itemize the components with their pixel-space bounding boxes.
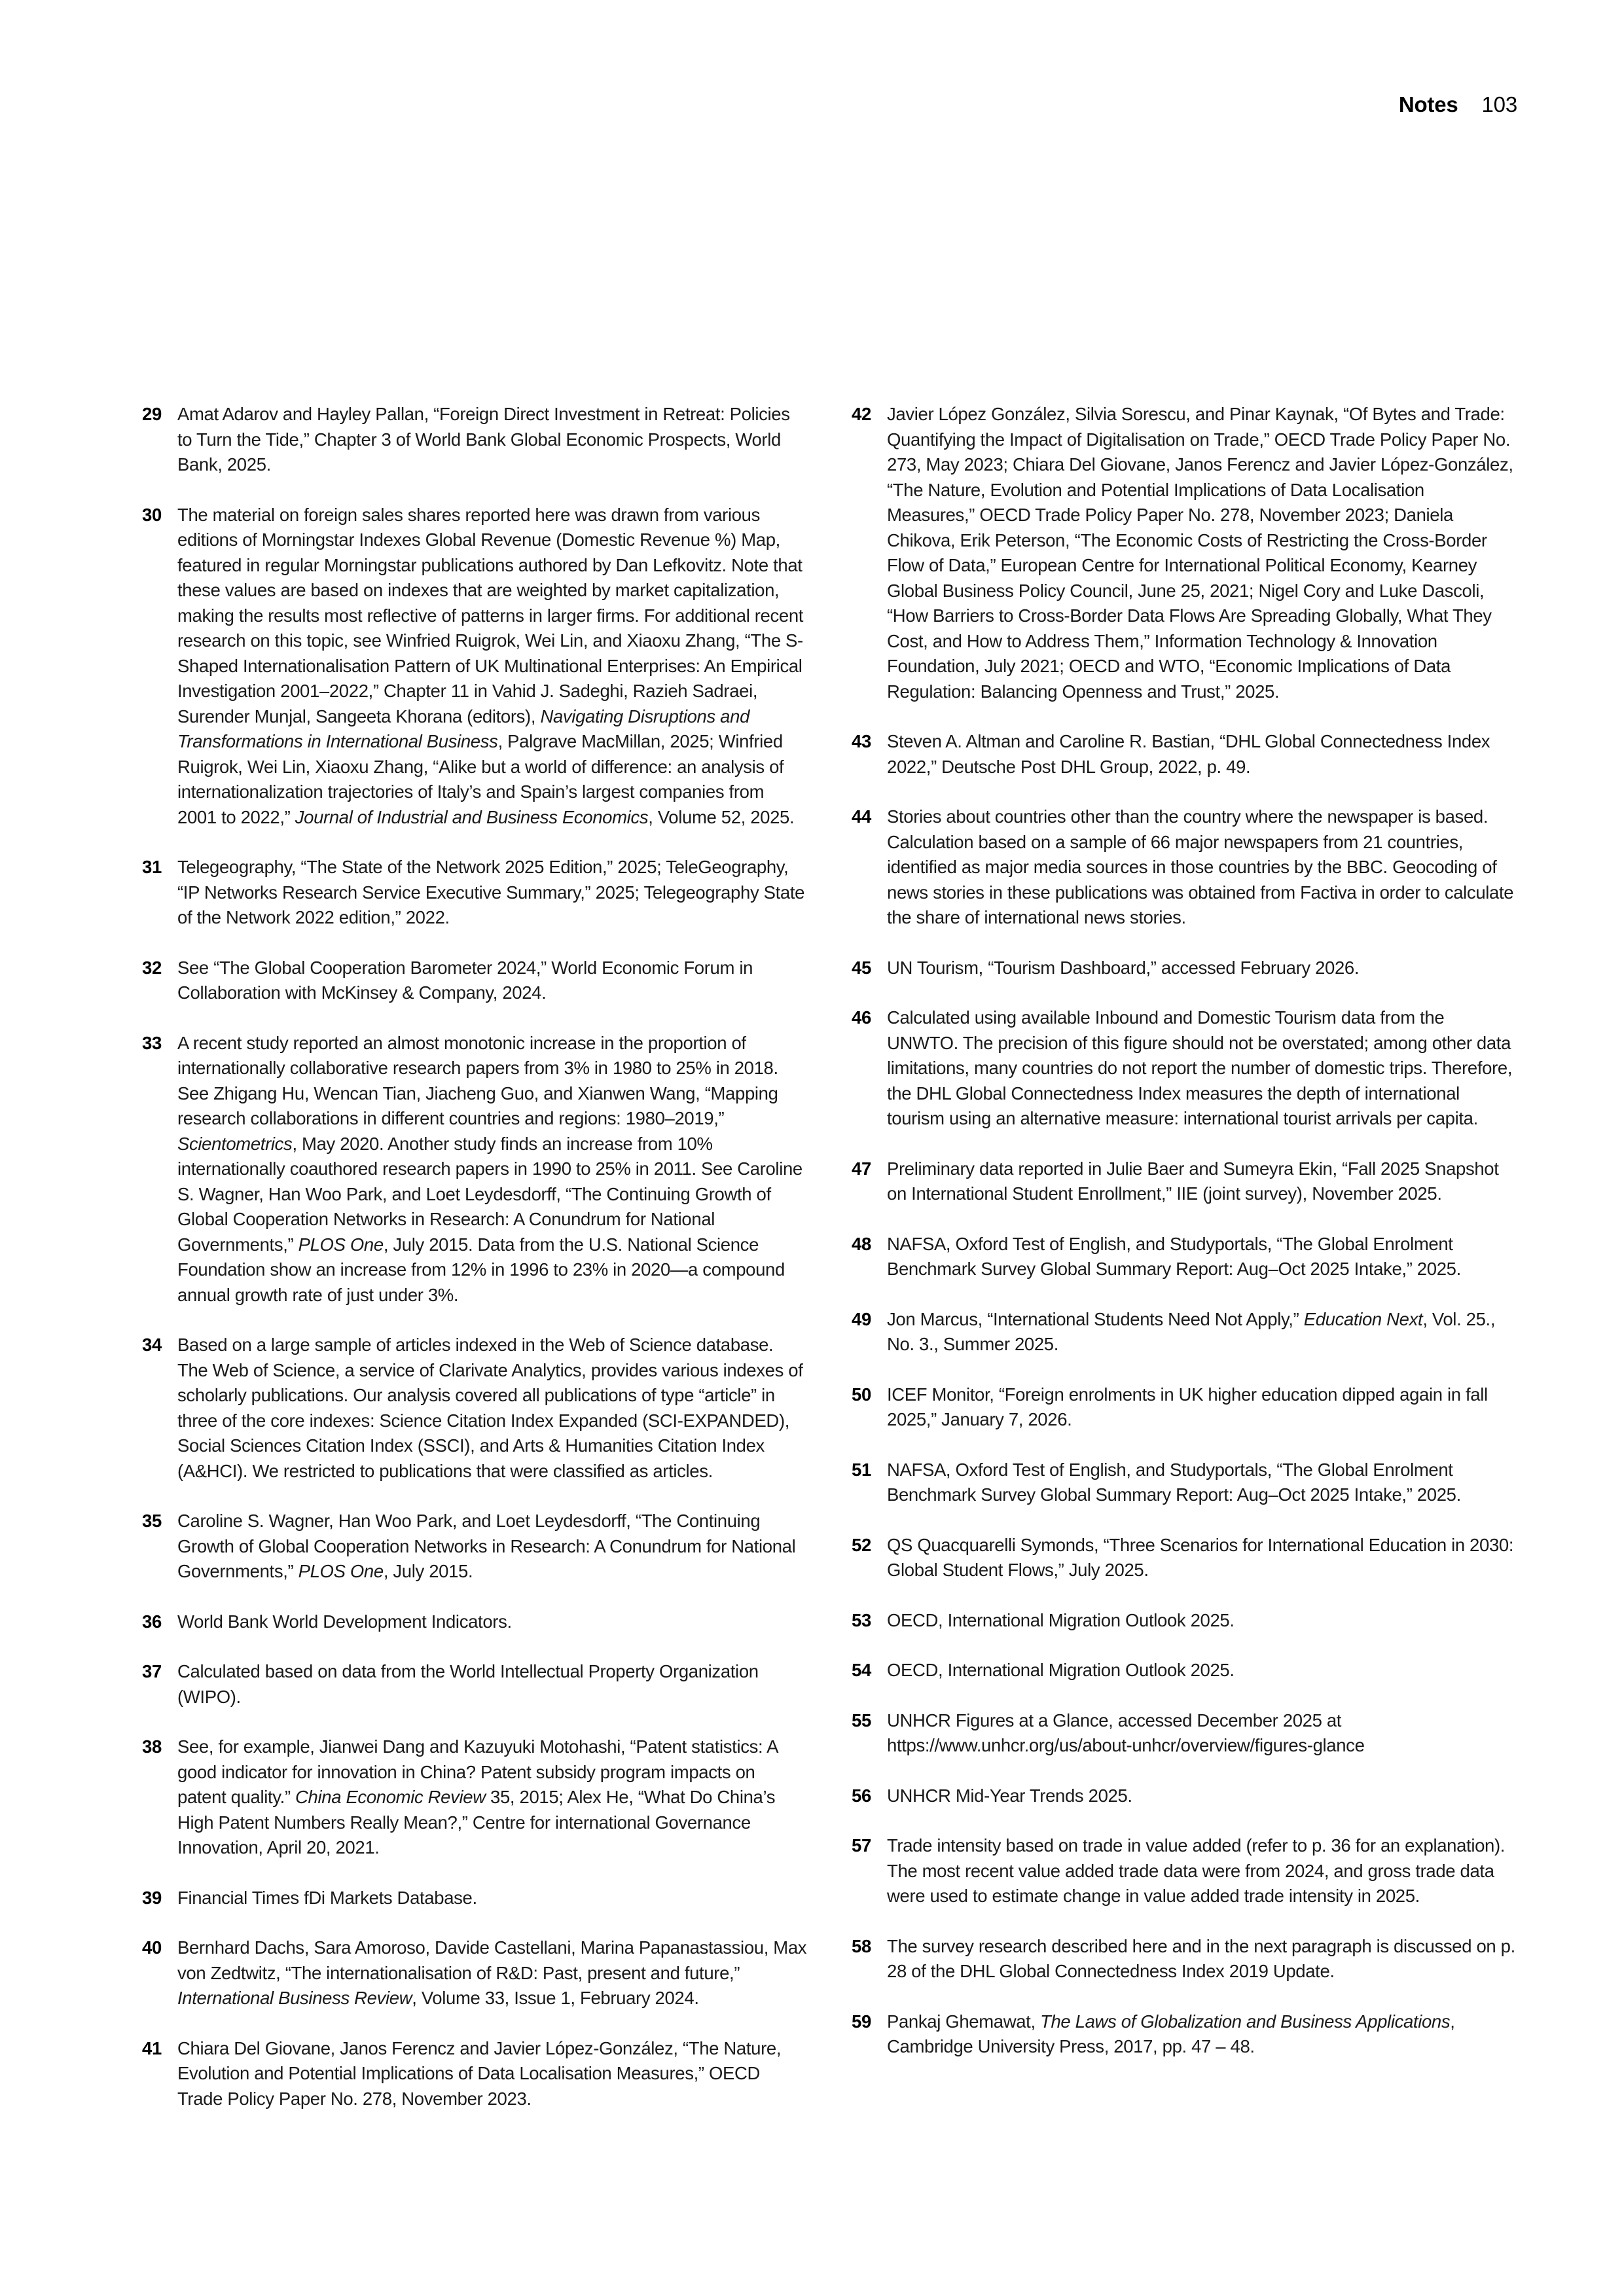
note-number: 33 bbox=[142, 1032, 162, 1053]
note-item bbox=[852, 804, 1517, 931]
note-item bbox=[142, 1886, 807, 1911]
note-number: 54 bbox=[852, 1660, 871, 1680]
note-text-segment: The survey research described here and in the next paragraph is discussed on p. 28 of the DHL Global Connectedness Index 2019 Update. bbox=[887, 1935, 1515, 1981]
note-text bbox=[177, 402, 807, 478]
note-number: 45 bbox=[852, 957, 871, 978]
page-title: Notes bbox=[1398, 92, 1458, 117]
note-text bbox=[887, 1005, 1517, 1132]
note-text bbox=[887, 1608, 1517, 1634]
note-item bbox=[142, 855, 807, 931]
note-text-segment: UNHCR Figures at a Glance, accessed December 2025 at https://www.unhcr.org/us/about-unhcr/overview/figures-glance bbox=[887, 1710, 1365, 1755]
note-number: 59 bbox=[852, 2011, 871, 2032]
note-item bbox=[142, 1031, 807, 1308]
note-text bbox=[177, 1333, 807, 1484]
notes-column-left bbox=[142, 402, 807, 2136]
note-text bbox=[177, 2036, 807, 2112]
note-number: 44 bbox=[852, 806, 871, 827]
note-number: 51 bbox=[852, 1459, 871, 1480]
note-text-segment: , Cambridge University Press, 2017, pp. 47 – 48. bbox=[887, 2011, 1455, 2056]
note-text bbox=[887, 956, 1517, 981]
note-text-italic-segment: PLOS One bbox=[298, 1561, 384, 1581]
note-number: 42 bbox=[852, 404, 871, 424]
note-text bbox=[887, 1307, 1517, 1357]
note-number: 49 bbox=[852, 1308, 871, 1329]
note-text-segment: See “The Global Cooperation Barometer 2024,” World Economic Forum in Collaboration with McKinsey & Company, 2024. bbox=[177, 957, 753, 1003]
note-text bbox=[887, 1658, 1517, 1683]
note-text-segment: OECD, International Migration Outlook 2025. bbox=[887, 1609, 1235, 1630]
notes-column-right bbox=[852, 402, 1517, 2136]
note-item bbox=[852, 1307, 1517, 1357]
note-text-segment: Javier López González, Silvia Sorescu, and Pinar Kaynak, “Of Bytes and Trade: Quantifying the Impact of Digitalisation on Trade,” OECD Trade Policy Paper No. 273, May 2023; Chiara Del Giovane, Janos Ferencz and Javier López-González, “The Nature, Evolution and Potential Implications of Data Localisation Measures,” OECD Trade Policy Paper No. 278, November 2023; Daniela Chikova, Erik Peterson, “The Economic Costs of Restricting the Cross-Border Flow of Data,” European Centre for International Political Economy, Kearney Global Business Policy Council, June 25, 2021; Nigel Cory and Luke Dascoli, “How Barriers to Cross-Border Data Flows Are Spreading Globally, What They Cost, and How to Address Them,” Information Technology & Innovation Foundation, July 2021; OECD and WTO, “Economic Implications of Data Regulation: Balancing Openness and Trust,” 2025. bbox=[887, 404, 1513, 702]
note-number: 30 bbox=[142, 504, 162, 525]
note-text-italic-segment: China Economic Review bbox=[295, 1787, 486, 1807]
note-item bbox=[142, 1935, 807, 2011]
note-text-segment: Steven A. Altman and Caroline R. Bastian, “DHL Global Connectedness Index 2022,” Deutsche Post DHL Group, 2022, p. 49. bbox=[887, 731, 1490, 777]
note-number: 57 bbox=[852, 1835, 871, 1856]
note-number: 50 bbox=[852, 1384, 871, 1405]
note-number: 40 bbox=[142, 1937, 162, 1958]
note-text-italic-segment: International Business Review bbox=[177, 1988, 412, 2008]
note-text bbox=[177, 956, 807, 1006]
note-item bbox=[142, 1734, 807, 1861]
note-item bbox=[142, 1509, 807, 1585]
note-text-segment: See, for example, Jianwei Dang and Kazuyuki Motohashi, “Patent statistics: A good indicator for innovation in China? Patent subsidy program impacts on patent quality.” bbox=[177, 1736, 778, 1807]
note-item bbox=[142, 402, 807, 478]
note-number: 38 bbox=[142, 1736, 162, 1757]
note-number: 53 bbox=[852, 1609, 871, 1630]
note-number: 39 bbox=[142, 1887, 162, 1908]
note-text bbox=[887, 1382, 1517, 1433]
note-text-segment: Calculated using available Inbound and Domestic Tourism data from the UNWTO. The precision of this figure should not be overstated; among other data limitations, many countries do not report the number of domestic trips. Therefore, the DHL Global Connectedness Index measures the depth of international tourism using an alternative measure: international tourist arrivals per capita. bbox=[887, 1007, 1513, 1128]
note-item bbox=[142, 1609, 807, 1635]
note-number: 47 bbox=[852, 1158, 871, 1179]
note-text-italic-segment: The Laws of Globalization and Business Applications bbox=[1040, 2011, 1451, 2032]
note-text-segment: Trade intensity based on trade in value added (refer to p. 36 for an explanation). The most recent value added trade data were from 2024, and gross trade data were used to estimate change in value added trade intensity in 2025. bbox=[887, 1835, 1506, 1906]
note-item bbox=[852, 1833, 1517, 1909]
note-text-segment: The material on foreign sales shares reported here was drawn from various editions of Morningstar Indexes Global Revenue (Domestic Revenue %) Map, featured in regular Morningstar publications authored by Dan Lefkovitz. Note that these values are based on indexes that are weighted by market capitalization, making the results most reflective of patterns in larger firms. For additional recent research on this topic, see Winfried Ruigrok, Wei Lin, and Xiaoxu Zhang, “The S-Shaped Internationalisation Pattern of UK Multinational Enterprises: An Empirical Investigation 2001–2022,” Chapter 11 in Vahid J. Sadeghi, Razieh Sadraei, Surender Munjal, Sangeeta Khorana (editors), bbox=[177, 504, 804, 726]
note-number: 43 bbox=[852, 731, 871, 751]
note-text bbox=[177, 1734, 807, 1861]
note-number: 46 bbox=[852, 1007, 871, 1028]
note-item bbox=[142, 1659, 807, 1710]
note-text bbox=[887, 1458, 1517, 1508]
note-text-segment: , July 2015. bbox=[383, 1561, 473, 1581]
note-item bbox=[852, 1232, 1517, 1282]
note-text bbox=[887, 1833, 1517, 1909]
note-number: 56 bbox=[852, 1785, 871, 1806]
note-item bbox=[142, 503, 807, 831]
note-text bbox=[887, 729, 1517, 780]
note-item bbox=[852, 1658, 1517, 1683]
note-text-segment: Stories about countries other than the country where the newspaper is based. Calculation based on a sample of 66 major newspapers from 21 countries, identified as major media sources in those countries by the BBC. Geocoding of news stories in these publications was obtained from Factiva in order to calculate the share of international news stories. bbox=[887, 806, 1514, 927]
note-text bbox=[177, 1609, 807, 1635]
note-text bbox=[177, 1935, 807, 2011]
note-item bbox=[142, 956, 807, 1006]
note-number: 35 bbox=[142, 1511, 162, 1531]
note-text-italic-segment: Education Next bbox=[1303, 1308, 1423, 1329]
note-text bbox=[177, 1509, 807, 1585]
note-text-segment: Amat Adarov and Hayley Pallan, “Foreign Direct Investment in Retreat: Policies to Turn the Tide,” Chapter 3 of World Bank Global Economic Prospects, World Bank, 2025. bbox=[177, 404, 790, 475]
note-text-segment: OECD, International Migration Outlook 2025. bbox=[887, 1660, 1235, 1680]
note-text bbox=[887, 1784, 1517, 1809]
note-item bbox=[852, 1784, 1517, 1809]
note-item bbox=[852, 1934, 1517, 1984]
note-item bbox=[852, 402, 1517, 704]
note-text-segment: 35, 2015; Alex He, “What Do China’s High Patent Numbers Really Mean?,” Centre for international Governance Innovation, April 20, 2021. bbox=[177, 1787, 776, 1857]
note-text-segment: QS Quacquarelli Symonds, “Three Scenarios for International Education in 2030: Global Student Flows,” July 2025. bbox=[887, 1534, 1514, 1580]
note-text bbox=[887, 1232, 1517, 1282]
note-item bbox=[852, 2009, 1517, 2060]
note-number: 34 bbox=[142, 1335, 162, 1355]
note-text bbox=[177, 1031, 807, 1308]
note-item bbox=[852, 1382, 1517, 1433]
note-number: 48 bbox=[852, 1233, 871, 1254]
note-text bbox=[887, 1157, 1517, 1207]
note-text bbox=[887, 804, 1517, 931]
note-text bbox=[887, 1934, 1517, 1984]
note-text-italic-segment: PLOS One bbox=[298, 1234, 384, 1255]
note-item bbox=[852, 1157, 1517, 1207]
note-text-italic-segment: Scientometrics bbox=[177, 1133, 293, 1154]
note-text-segment: Jon Marcus, “International Students Need Not Apply,” bbox=[887, 1308, 1304, 1329]
note-text-segment: , Volume 33, Issue 1, February 2024. bbox=[412, 1988, 699, 2008]
note-text-segment: UN Tourism, “Tourism Dashboard,” accessed February 2026. bbox=[887, 957, 1360, 978]
note-text-segment: , July 2015. Data from the U.S. National Science Foundation show an increase from 12% in 1996 to 23% in 2020—a compound annual growth rate of just under 3%. bbox=[177, 1234, 785, 1305]
note-text bbox=[887, 2009, 1517, 2060]
note-number: 41 bbox=[142, 2037, 162, 2058]
note-text bbox=[177, 855, 807, 931]
note-item bbox=[852, 956, 1517, 981]
note-text-segment: A recent study reported an almost monotonic increase in the proportion of internationally collaborative research papers from 3% in 1980 to 25% in 2018. See Zhigang Hu, Wencan Tian, Jiacheng Guo, and Xianwen Wang, “Mapping research collaborations in different countries and regions: 1980–2019,” bbox=[177, 1032, 778, 1128]
note-item bbox=[852, 1608, 1517, 1634]
note-text-segment: Chiara Del Giovane, Janos Ferencz and Javier López-González, “The Nature, Evolution and Potential Implications of Data Localisation Measures,” OECD Trade Policy Paper No. 278, November 2023. bbox=[177, 2037, 782, 2109]
note-text bbox=[177, 1659, 807, 1710]
page-number: 103 bbox=[1481, 92, 1517, 117]
note-item bbox=[852, 1708, 1517, 1759]
note-item bbox=[142, 2036, 807, 2112]
note-text-segment: NAFSA, Oxford Test of English, and Studyportals, “The Global Enrolment Benchmark Survey Global Summary Report: Aug–Oct 2025 Intake,” 2025. bbox=[887, 1459, 1461, 1505]
running-head bbox=[1399, 92, 1517, 118]
note-text-segment: UNHCR Mid-Year Trends 2025. bbox=[887, 1785, 1132, 1806]
note-text bbox=[887, 1708, 1517, 1759]
note-text-italic-segment: Journal of Industrial and Business Economics bbox=[295, 806, 649, 827]
note-text-segment: Telegeography, “The State of the Network 2025 Edition,” 2025; TeleGeography, “IP Networks Research Service Executive Summary,” 2025; Telegeography State of the Network 2022 edition,” 2022. bbox=[177, 857, 805, 927]
note-text-segment: ICEF Monitor, “Foreign enrolments in UK higher education dipped again in fall 2025,” January 7, 2026. bbox=[887, 1384, 1488, 1429]
note-number: 52 bbox=[852, 1534, 871, 1555]
note-number: 37 bbox=[142, 1661, 162, 1681]
note-number: 55 bbox=[852, 1710, 871, 1731]
note-text-segment: , Vol. 25., No. 3., Summer 2025. bbox=[887, 1308, 1496, 1354]
note-item bbox=[852, 1005, 1517, 1132]
note-text bbox=[887, 402, 1517, 704]
note-text-segment: , Volume 52, 2025. bbox=[648, 806, 795, 827]
notes-columns bbox=[142, 402, 1517, 2136]
note-text bbox=[177, 503, 807, 831]
note-text-segment: , Palgrave MacMillan, 2025; Winfried Ruigrok, Wei Lin, Xiaoxu Zhang, “Alike but a world of difference: an analysis of internationalization trajectories of Italy’s and Spain’s largest companies from 2001 to 2022,” bbox=[177, 731, 784, 827]
note-text-segment: Pankaj Ghemawat, bbox=[887, 2011, 1041, 2032]
note-text-segment: Financial Times fDi Markets Database. bbox=[177, 1887, 477, 1908]
note-text-italic-segment: Navigating Disruptions and Transformations in International Business bbox=[177, 706, 750, 751]
note-text bbox=[887, 1533, 1517, 1583]
note-item bbox=[142, 1333, 807, 1484]
note-item bbox=[852, 1533, 1517, 1583]
note-text-segment: Caroline S. Wagner, Han Woo Park, and Loet Leydesdorff, “The Continuing Growth of Global Cooperation Networks in Research: A Conundrum for National Governments,” bbox=[177, 1511, 796, 1581]
note-text-segment: Based on a large sample of articles indexed in the Web of Science database. The Web of Science, a service of Clarivate Analytics, provides various indexes of scholarly publications. Our analysis covered all publications of type “article” in three of the core indexes: Science Citation Index Expanded (SCI-EXPANDED), Social Sciences Citation Index (SSCI), and Arts & Humanities Citation Index (A&HCI). We restricted to publications that were classified as articles. bbox=[177, 1335, 803, 1481]
note-text bbox=[177, 1886, 807, 1911]
note-number: 58 bbox=[852, 1935, 871, 1956]
note-text-segment: Preliminary data reported in Julie Baer and Sumeyra Ekin, “Fall 2025 Snapshot on International Student Enrollment,” IIE (joint survey), November 2025. bbox=[887, 1158, 1499, 1204]
note-number: 32 bbox=[142, 957, 162, 978]
note-text-segment: , May 2020. Another study finds an increase from 10% internationally coauthored research papers in 1990 to 25% in 2011. See Caroline S. Wagner, Han Woo Park, and Loet Leydesdorff, “The Continuing Growth of Global Cooperation Networks in Research: A Conundrum for National Governments,” bbox=[177, 1133, 803, 1255]
note-item bbox=[852, 1458, 1517, 1508]
note-number: 31 bbox=[142, 857, 162, 877]
note-number: 36 bbox=[142, 1611, 162, 1632]
note-item bbox=[852, 729, 1517, 780]
note-number: 29 bbox=[142, 404, 162, 424]
note-text-segment: Calculated based on data from the World Intellectual Property Organization (WIPO). bbox=[177, 1661, 759, 1707]
note-text-segment: Bernhard Dachs, Sara Amoroso, Davide Castellani, Marina Papanastassiou, Max von Zedtwitz, “The internationalisation of R&D: Past, present and future,” bbox=[177, 1937, 807, 1983]
note-text-segment: World Bank World Development Indicators. bbox=[177, 1611, 512, 1632]
note-text-segment: NAFSA, Oxford Test of English, and Studyportals, “The Global Enrolment Benchmark Survey Global Summary Report: Aug–Oct 2025 Intake,” 2025. bbox=[887, 1233, 1461, 1279]
